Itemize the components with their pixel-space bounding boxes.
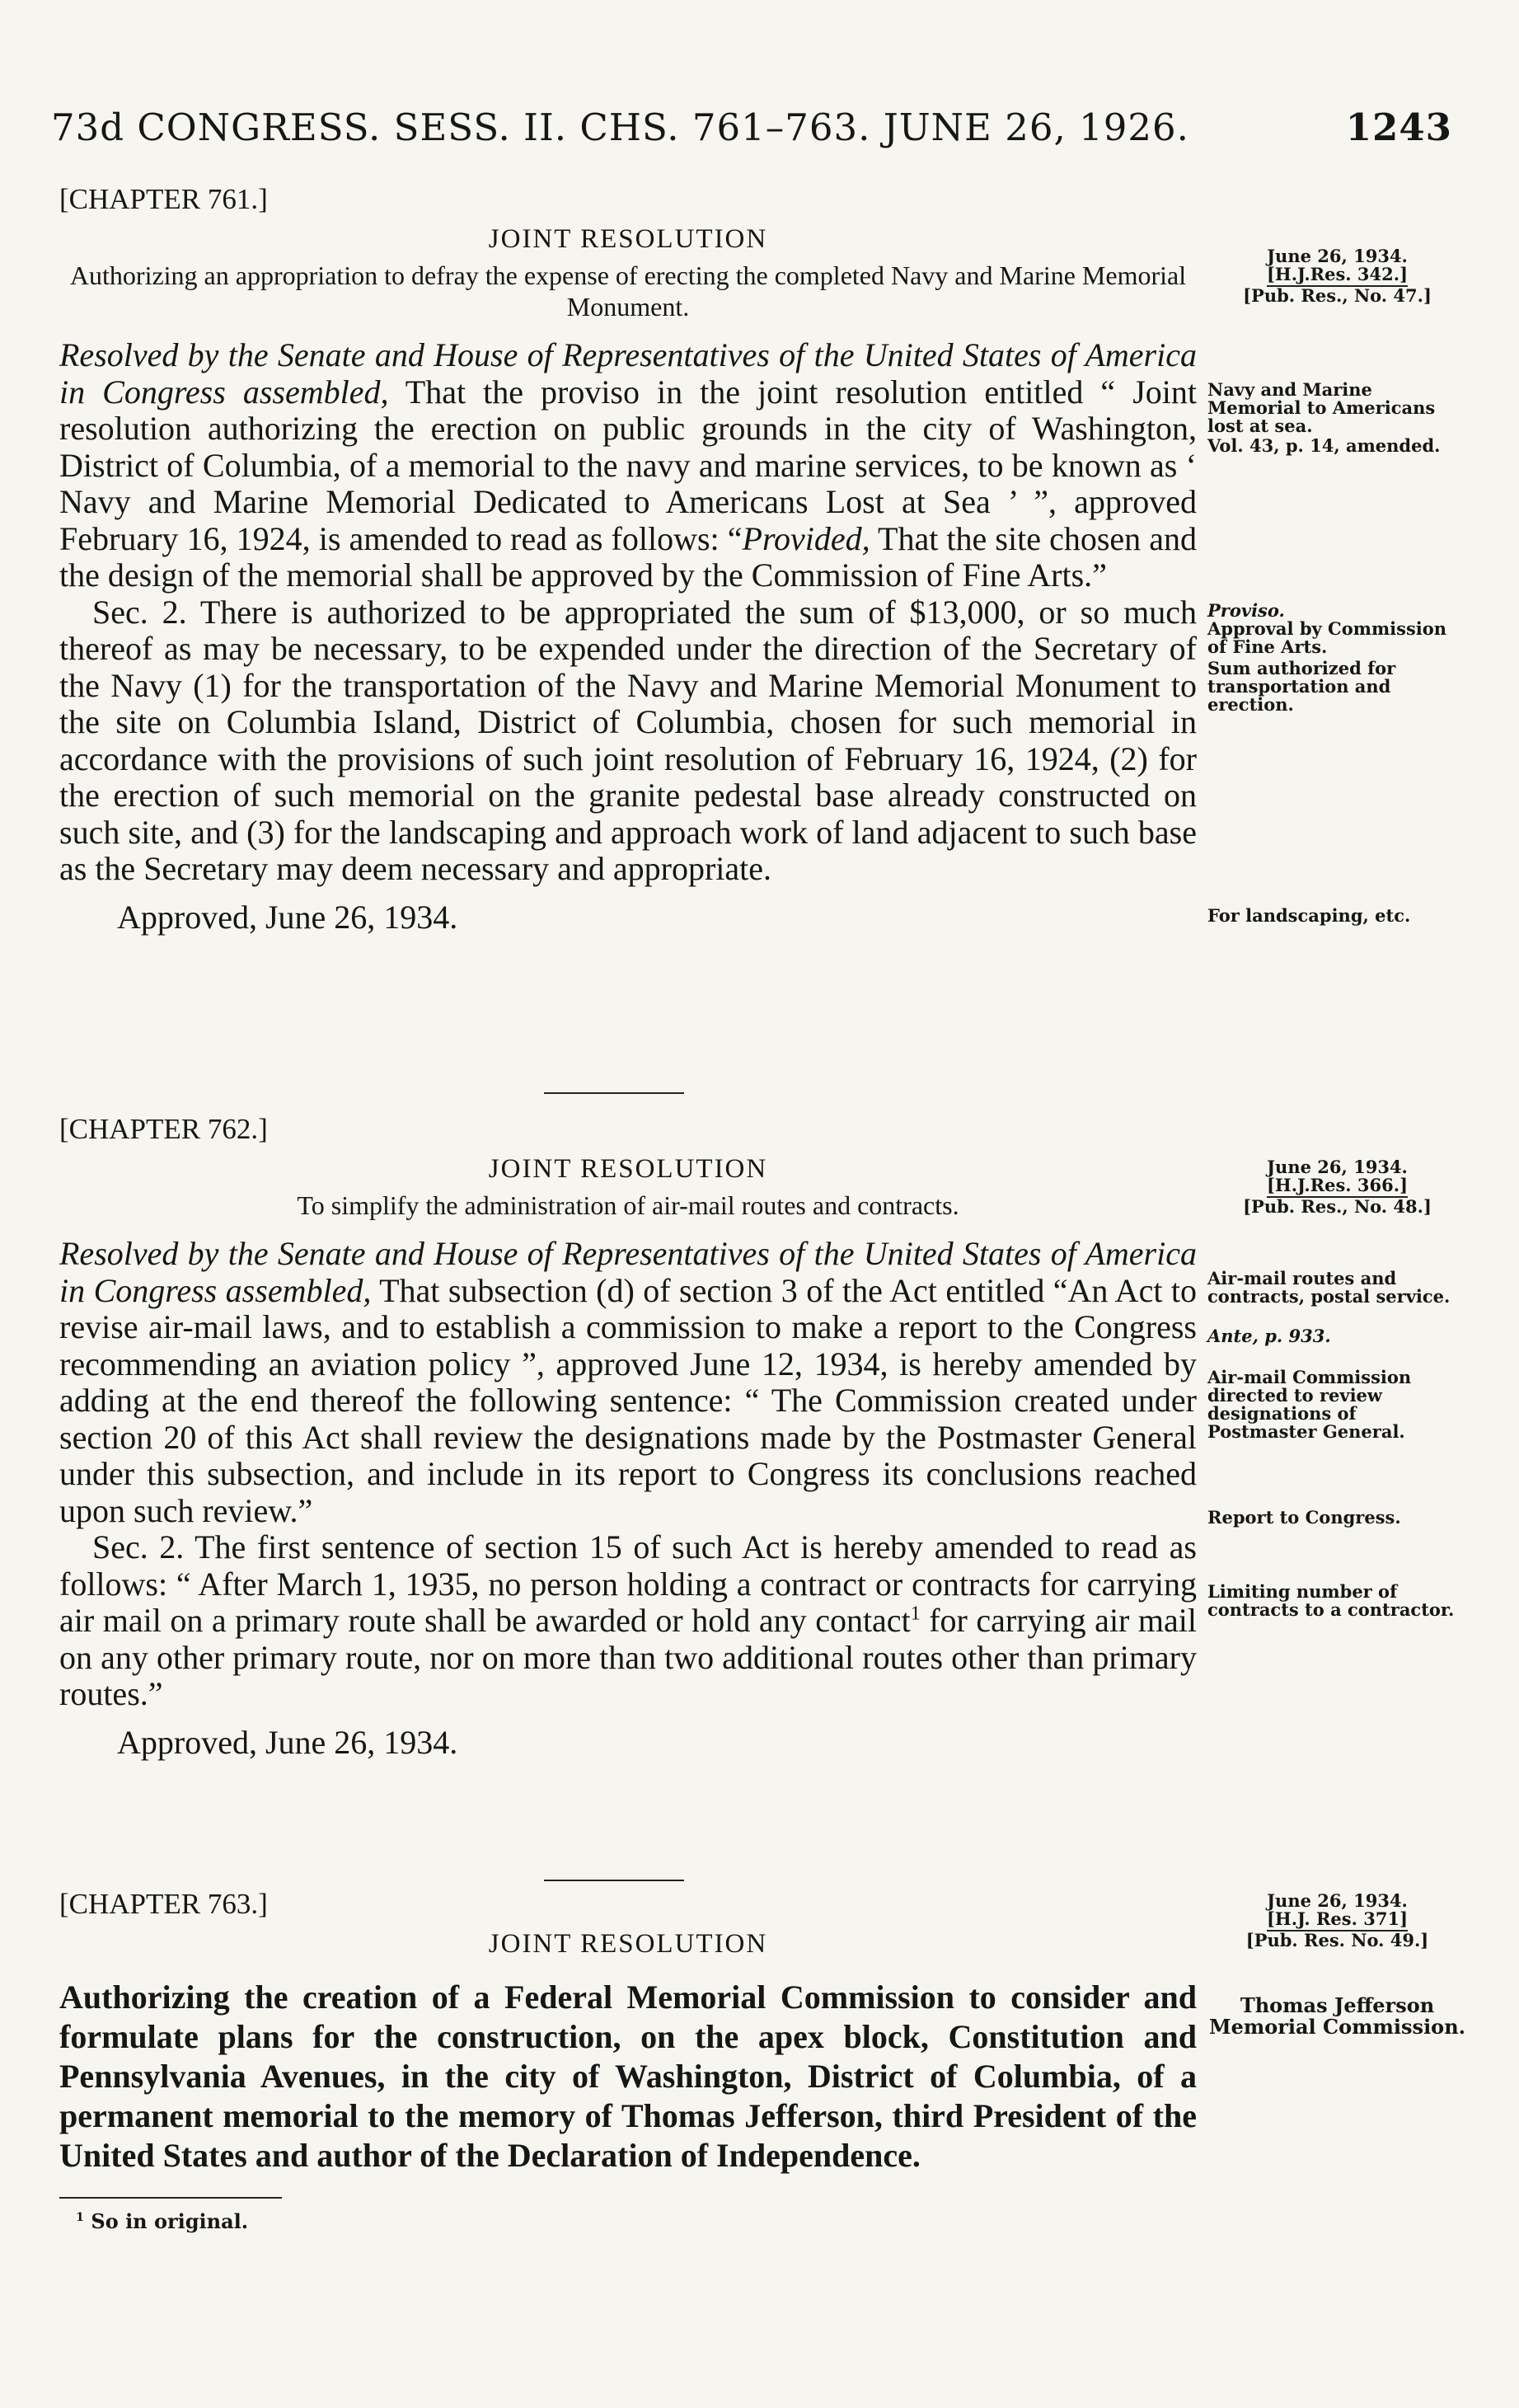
- resolution-paragraph: [59, 337, 1197, 594]
- running-head-title: 73d CONGRESS. SESS. II. CHS. 761–763. JUNE 26, 1926.: [51, 106, 1189, 149]
- margin-note-text: Ante, p. 933.: [1207, 1326, 1331, 1346]
- section-2-paragraph: [59, 1529, 1197, 1713]
- margin-res-number: [H.J.Res. 366.]: [1267, 1176, 1408, 1198]
- resolution-body: [59, 337, 1197, 888]
- paragraph-text: for carrying air mail on any other primary route, nor on more than two additional routes other than primary routes.”: [59, 1602, 1197, 1712]
- resolution-purpose: Authorizing an appropriation to defray the expense of erecting the completed Navy and Marine Memorial Monument.: [69, 261, 1187, 322]
- page-number: 1243: [1345, 106, 1452, 149]
- margin-note: Air-mail routes and contracts, postal service.: [1207, 1268, 1451, 1307]
- margin-note: [1207, 602, 1467, 656]
- joint-resolution-heading: JOINT RESOLUTION: [488, 1929, 768, 1959]
- enacting-clause: Resolved by the Senate and House of Representatives of the United States of America in Congress assembled,: [59, 1235, 1197, 1309]
- margin-res-number: [H.J. Res. 371]: [1267, 1910, 1408, 1932]
- margin-date-763: [1207, 1892, 1467, 1950]
- margin-note: Vol. 43, p. 14, amended.: [1207, 435, 1441, 456]
- approved-line: Approved, June 26, 1934.: [117, 1723, 458, 1761]
- approved-line: Approved, June 26, 1934.: [117, 898, 458, 936]
- section-label: Sec. 2.: [92, 593, 187, 631]
- margin-note: For landscaping, etc.: [1207, 905, 1411, 926]
- margin-pub-number: [Pub. Res. No. 49.]: [1245, 1930, 1429, 1950]
- chapter-divider: [544, 1092, 684, 1094]
- footnote-marker: 1: [910, 1603, 921, 1625]
- footnote-number: 1: [76, 2210, 85, 2224]
- paragraph-text: That the proviso in the joint resolution entitled “ Joint resolution authorizing the erection on public grounds in the city of Washington, District of Columbia, of a memorial to the navy and marine services, to be known as ‘ Navy and Marine Memorial Dedicated to Americans Lost at Sea ’ ”, approved February 16, 1924, is amended to read as follows: “: [59, 373, 1197, 557]
- footnote-text: So in original.: [84, 2209, 249, 2233]
- margin-note: Thomas Jefferson Memorial Commission.: [1209, 1993, 1465, 2039]
- section-2-paragraph: [59, 594, 1197, 888]
- margin-date-762: [1207, 1158, 1467, 1216]
- margin-note: Limiting number of contracts to a contractor.: [1207, 1581, 1455, 1620]
- footnote-rule: [59, 2197, 282, 2199]
- margin-res-number: [H.J.Res. 342.]: [1267, 265, 1408, 287]
- resolution-body: [59, 1236, 1197, 1713]
- joint-resolution-heading: JOINT RESOLUTION: [488, 224, 768, 254]
- margin-date: June 26, 1934.: [1267, 1157, 1408, 1177]
- chapter-label: [CHAPTER 763.]: [59, 1888, 268, 1920]
- margin-pub-number: [Pub. Res., No. 47.]: [1243, 285, 1432, 306]
- proviso-word: Provided,: [742, 519, 870, 557]
- resolution-purpose: To simplify the administration of air-mail routes and contracts.: [297, 1190, 959, 1220]
- margin-date: June 26, 1934.: [1267, 246, 1408, 266]
- chapter-763: [59, 1888, 1197, 2176]
- margin-note-label: Proviso.: [1207, 600, 1285, 621]
- chapter-label: [CHAPTER 762.]: [59, 1113, 268, 1145]
- chapter-label: [CHAPTER 761.]: [59, 183, 268, 215]
- footnote: [76, 2209, 248, 2233]
- margin-note: Air-mail Commission directed to review designations of Postmaster General.: [1207, 1367, 1412, 1442]
- chapter-762: [59, 1113, 1197, 1762]
- paragraph-text: The first sentence of section 15 of such Act is hereby amended to read as follows: “ After March 1, 1935, no person holding a contract or contracts for carrying air mail on a primary route shall be awarded or hold any contact: [59, 1528, 1197, 1639]
- margin-note: [1207, 1327, 1467, 1345]
- paragraph-text: That subsection (d) of section 3 of the Act entitled “An Act to revise air-mail laws, and to establish a commission to make a report to the Congress recommending an aviation policy ”, approved June 12, 1934, is hereby amended by adding at the end thereof the following sentence: “ The Commission created under section 20 of this Act shall review the designations made by the Postmaster General under this subsection, and include in its report to Congress its conclusions reached upon such review.”: [59, 1271, 1198, 1529]
- chapter-divider: [544, 1880, 684, 1881]
- chapter-761: [59, 183, 1197, 936]
- section-label: Sec. 2.: [92, 1528, 185, 1565]
- margin-pub-number: [Pub. Res., No. 48.]: [1243, 1196, 1432, 1217]
- margin-note: Report to Congress.: [1207, 1507, 1401, 1528]
- margin-note-text: Approval by Commission of Fine Arts.: [1207, 618, 1447, 657]
- resolution-purpose: Authorizing the creation of a Federal Memorial Commission to consider and formulate plans for the construction, on the apex block, Constitution and Pennsylvania Avenues, in the city of Washington, District of Columbia, of a permanent memorial to the memory of Thomas Jefferson, third President of the United States and author of the Declaration of Independence.: [59, 1979, 1197, 2174]
- paragraph-text: There is authorized to be appropriated the sum of $13,000, or so much thereof as may be necessary, to be expended under the direction of the Secretary of the Navy (1) for the transportation of the Navy and Marine Memorial Monument to the site on Columbia Island, District of Columbia, chosen for such memorial in accordance with the provisions of such joint resolution of February 16, 1924, (2) for the erection of such memorial on the granite pedestal base already constructed on such site, and (3) for the landscaping and approach work of land adjacent to such base as the Secretary may deem necessary and appropriate.: [59, 593, 1197, 887]
- margin-date-761: [1207, 247, 1467, 305]
- joint-resolution-heading: JOINT RESOLUTION: [488, 1154, 768, 1184]
- margin-note: Sum authorized for transportation and erection.: [1207, 658, 1396, 715]
- margin-date: June 26, 1934.: [1267, 1890, 1408, 1911]
- resolution-paragraph: [59, 1236, 1197, 1529]
- margin-note: Navy and Marine Memorial to Americans lost at sea.: [1207, 379, 1436, 436]
- enacting-clause: Resolved by the Senate and House of Representatives of the United States of America in Congress assembled,: [59, 336, 1197, 411]
- paragraph-text: That the site chosen and the design of the memorial shall be approved by the Commission of Fine Arts.”: [59, 519, 1197, 594]
